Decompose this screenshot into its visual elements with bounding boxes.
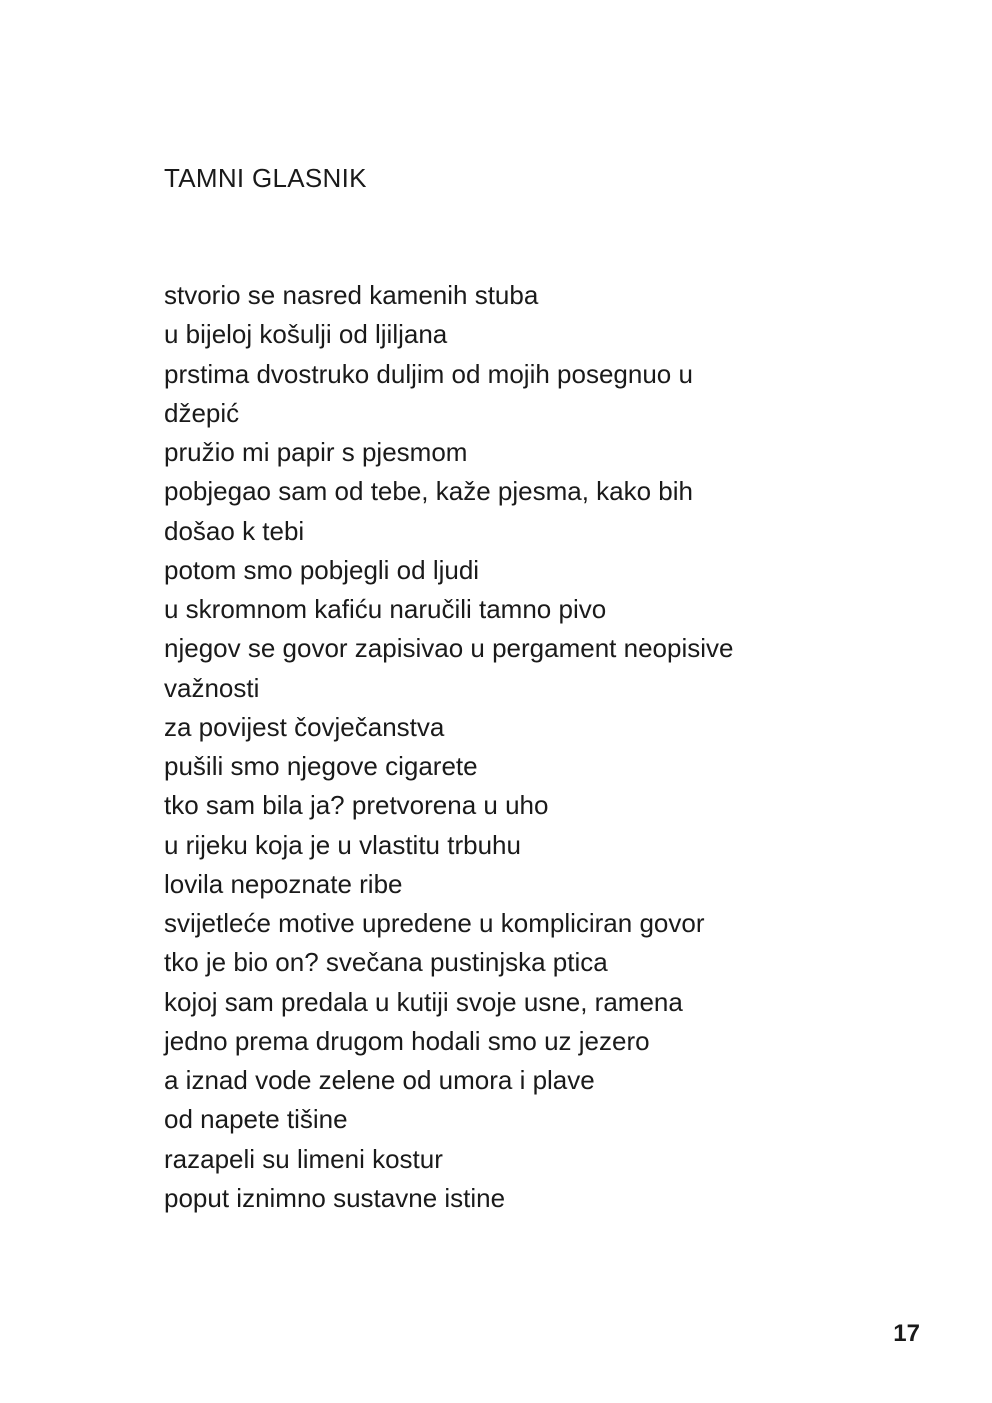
poem-line: pružio mi papir s pjesmom [164,437,468,467]
poem-line: tko sam bila ja? pretvorena u uho [164,790,549,821]
poem-line: pobjegao sam od tebe, kaže pjesma, kako bih [164,476,694,507]
poem-line: kojoj sam predala u kutiji svoje usne, ramena [164,986,683,1017]
poem-line: za povijest čovječanstva [164,711,445,742]
poem-line: a iznad vode zelene od umora i plave [164,1065,595,1095]
poem-title: TAMNI GLASNIK [164,163,367,193]
poem-line: njegov se govor zapisivao u pergament neopisive [164,633,734,664]
poem-line: jedno prema drugom hodali smo uz jezero [164,1025,650,1056]
poem-line: svijetleće motive upredene u kompliciran govor [164,908,705,938]
poem-line: potom smo pobjegli od ljudi [164,554,480,585]
poem-line: poput iznimno sustavne istine [164,1182,506,1213]
poem-line: u rijeku koja je u vlastitu trbuhu [164,829,521,860]
poem-line: u skromnom kafiću naručili tamno pivo [164,594,607,624]
poem-line: razapeli su limeni kostur [164,1143,443,1174]
poem-line: od napete tišine [164,1104,348,1135]
poem-line: u bijeloj košulji od ljiljana [164,319,448,350]
poem-line: važnosti [164,672,260,703]
poem-line: došao k tebi [164,515,305,546]
poem-line: stvorio se nasred kamenih stuba [164,280,539,310]
poem-line: džepić [164,397,240,428]
page-number: 17 [893,1320,920,1347]
poem-line: pušili smo njegove cigarete [164,751,478,781]
poem-line: lovila nepoznate ribe [164,868,403,899]
poem-line: tko je bio on? svečana pustinjska ptica [164,947,608,978]
poem-line: prstima dvostruko duljim od mojih posegnuo u [164,358,693,389]
poem-body [164,276,884,1218]
